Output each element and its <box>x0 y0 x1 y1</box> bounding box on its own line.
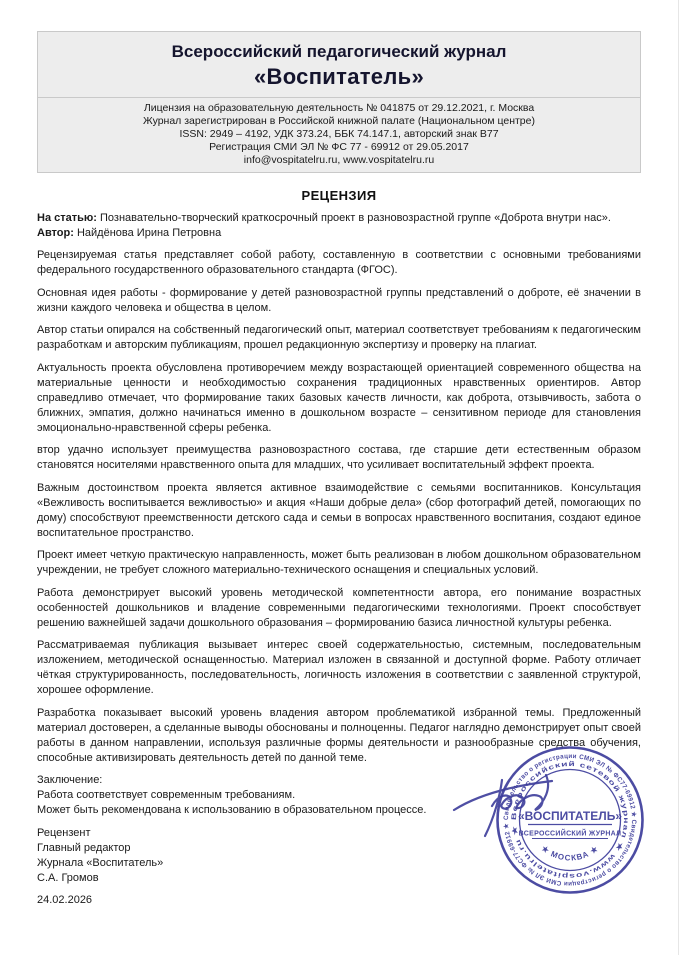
registration-line: Журнал зарегистрирован в Российской книжной палате (Национальном центре) <box>143 115 535 127</box>
conclusion-heading: Заключение: <box>37 774 103 786</box>
license-line: Лицензия на образовательную деятельность № 041875 от 29.12.2021, г. Москва <box>143 102 535 114</box>
conclusion-line: Может быть рекомендована к использованию в образовательном процессе. <box>37 804 427 816</box>
journal-name-line1: Всероссийский педагогический журнал <box>171 42 507 61</box>
article-info-block <box>37 211 641 241</box>
review-paragraph: Актуальность проекта обусловлена противоречием между возрастающей ориентацией современного общества на материальные ценности и необходимостью сохранения традиционных нравственных ориентиров. Автор справедливо отмечает, что формирование таких базовых качеств личности, как доброта, отзывчивость, забота о ближних, эмпатия, должно начинаться именно в дошкольном возрасте – сензитивном периоде для становления эмоционально-нравственной сферы ребенка. <box>37 361 641 434</box>
review-paragraph: Разработка показывает высокий уровень владения автором проблематикой избранной темы. Предложенный материал достоверен, а сделанные выводы обоснованы и полноценны. Педагог наглядно демонстрирует опыт своей работы в данном направлении, используя различные формы деятельности и разнообразные средства обучения, способные активизировать деятельность детей по данной теме. <box>37 706 641 764</box>
letterhead-table <box>37 31 641 173</box>
conclusion-line: Работа соответствует современным требованиям. <box>37 789 296 801</box>
review-paragraph: втор удачно использует преимущества разновозрастного состава, где старшие дети естественным образом становятся носителями нравственного опыта для младших, что усиливает воспитательный эффект проекта. <box>37 444 641 471</box>
stamp-inner-ring-text: Всероссийский сетевой журнал ★ www.vospitatelru.ru ★ <box>510 760 630 880</box>
letterhead-info-cell <box>38 98 640 172</box>
review-body <box>37 211 641 909</box>
reviewer-position-line: Главный редактор <box>37 841 131 854</box>
stamp-journal-name: «ВОСПИТАТЕЛЬ» <box>518 809 622 823</box>
conclusion-block <box>37 773 641 818</box>
review-paragraph: Рецензируемая статья представляет собой работу, составленную в соответствии с основными требованиями федерального государственного образовательного стандарта (ФГОС). <box>37 249 641 276</box>
article-label: На статью: <box>37 211 97 224</box>
review-date: 24.02.2026 <box>37 894 93 906</box>
author-label: Автор: <box>37 226 74 239</box>
reviewer-name-line: С.А. Громов <box>37 871 99 884</box>
journal-name-line2: «Воспитатель» <box>254 64 424 89</box>
stamp-outer-ring-text: Свидетельство о регистрации СМИ ЭЛ № ФС77-69912 ★ Свидетельство о регистрации СМИ ЭЛ № ФС77-69912 ★ <box>502 752 638 888</box>
reviewer-role-line: Рецензент <box>37 826 91 839</box>
author-name: Найдёнова Ирина Петровна <box>76 226 222 239</box>
review-paragraph: Основная идея работы - формирование у детей разновозрастной группы представлений о доброте, её значении в жизни каждого человека и общества в целом. <box>37 286 641 314</box>
contacts-line: info@vospitatelru.ru, www.vospitatelru.ru <box>243 154 435 166</box>
letterhead-title-cell <box>38 32 640 98</box>
review-paragraph: Проект имеет четкую практическую направленность, может быть реализован в любом дошкольном образовательном учреждении, не требует сложного материально-технического оснащения и специальных условий. <box>37 549 641 576</box>
reviewer-signature-block <box>37 826 641 886</box>
issn-line: ISSN: 2949 – 4192, УДК 373.24, ББК 74.147.1, авторский знак В77 <box>179 128 499 140</box>
smi-line: Регистрация СМИ ЭЛ № ФС 77 - 69912 от 29.05.2017 <box>209 141 469 153</box>
review-paragraph: Работа демонстрирует высокий уровень методической компетентности автора, его понимание возрастных особенностей дошкольников и владение современными педагогическими технологиями. Проект способствует решению важнейшей задачи дошкольного образования – формированию базиса личностной культуры ребенка. <box>37 586 641 629</box>
reviewer-journal-line: Журнала «Воспитатель» <box>37 856 164 869</box>
review-paragraph: Автор статьи опирался на собственный педагогический опыт, материал соответствует требованиям к педагогическим разработкам и авторским публикациям, прошел редакционную экспертизу и проверку на плагиат. <box>37 324 641 351</box>
stamp-city-text: ★ МОСКВА ★ <box>539 843 601 863</box>
article-title-line <box>37 211 641 226</box>
review-paragraph: Рассматриваемая публикация вызывает интерес своей содержательностью, системным, последовательным изложением, методической оснащенностью. Материал изложен в связанной и доступной форме. Работу отличает чёткая структурированность, последовательность, логичность изложения в соответствии с заявленной структурой, хорошее оформление. <box>37 639 641 696</box>
article-author-line <box>37 226 641 241</box>
review-heading: РЕЦЕНЗИЯ <box>301 188 377 203</box>
stamp-journal-subtitle: ВСЕРОССИЙСКИЙ ЖУРНАЛ <box>518 830 622 838</box>
article-title: Познавательно-творческий краткосрочный проект в разновозрастной группе «Доброта внутри нас». <box>100 211 611 224</box>
review-paragraph: Важным достоинством проекта является активное взаимодействие с семьями воспитанников. Консультация «Вежливость воспитывается вежливостью» и акция «Наши добрые дела» (сбор фотографий детей, помогающих по дому) способствуют преемственности детского сада и семьи в вопросах нравственного воспитания, создают единое воспитательное пространство. <box>37 481 641 539</box>
